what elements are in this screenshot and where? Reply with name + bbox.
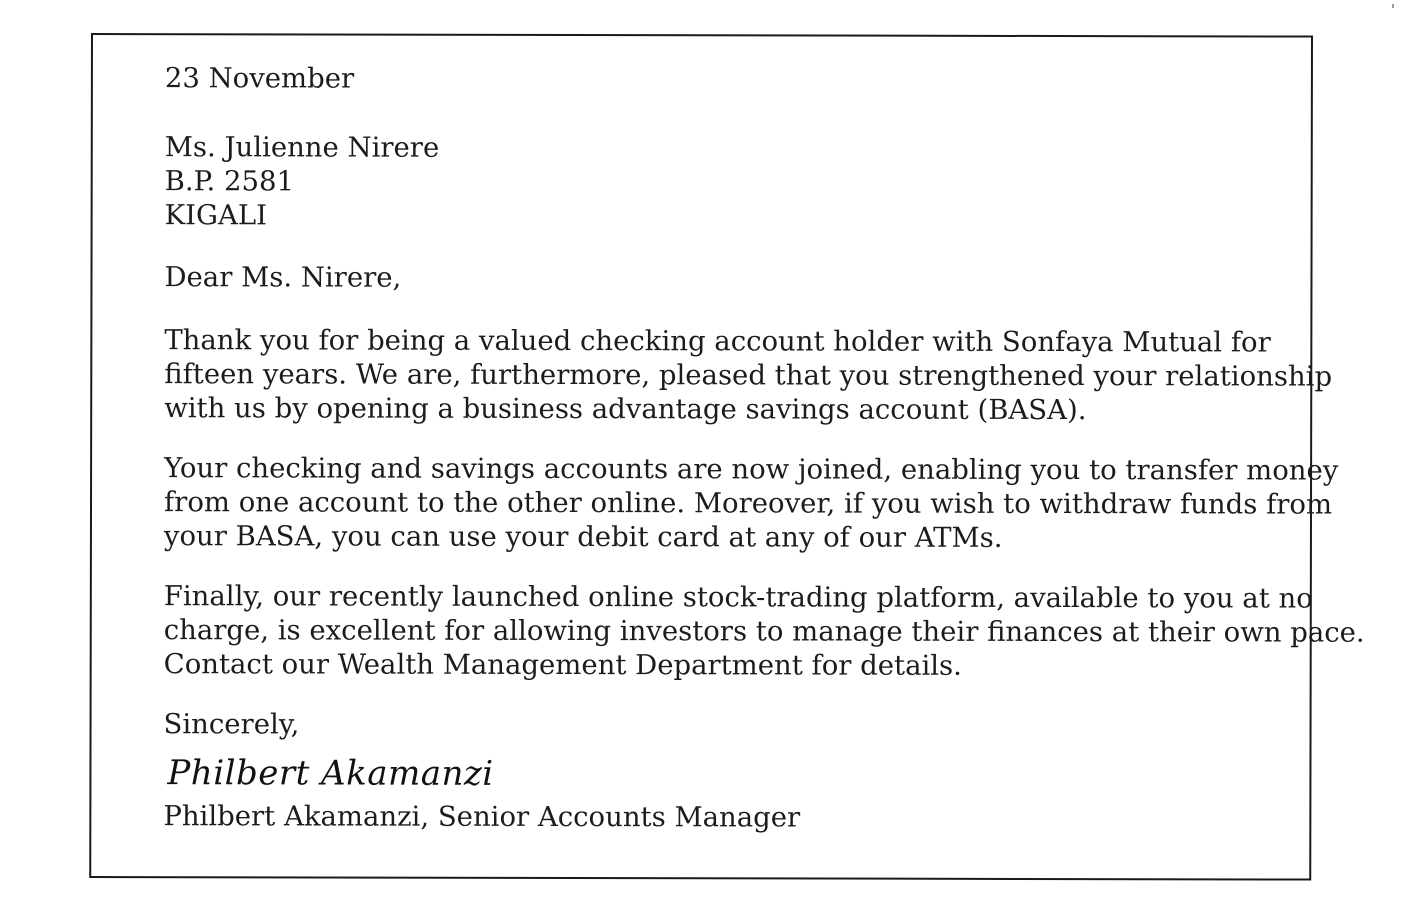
paragraph-1 (164, 323, 1333, 427)
signature-text: Philbert Akamanzi (167, 753, 494, 794)
letter-border (89, 33, 1365, 881)
paragraph-3 (163, 579, 1365, 683)
letter-body (163, 61, 1365, 835)
closing-text: Sincerely, (163, 708, 300, 741)
closing (164, 707, 1284, 743)
recipient-city: KIGALI (164, 199, 268, 232)
paragraph-line: charge, is excellent for allowing investors to manage their finances at their own pace. (163, 614, 1365, 649)
paragraph-line: Your checking and savings accounts are now joined, enabling you to transfer money (164, 452, 1339, 487)
paragraph-line: Contact our Wealth Management Department for details. (163, 648, 962, 682)
paragraph-line: Finally, our recently launched online stock-trading platform, available to you at no (163, 580, 1313, 615)
paragraph-line: with us by opening a business advantage savings account (BASA). (164, 392, 1087, 427)
salutation (164, 260, 1284, 296)
salutation-text: Dear Ms. Nirere, (164, 261, 402, 294)
paragraph-line: Thank you for being a valued checking account holder with Sonfaya Mutual for (164, 324, 1271, 359)
paragraph-line: from one account to the other online. Moreover, if you wish to withdraw funds from (163, 486, 1333, 521)
recipient-address-line: B.P. 2581 (164, 165, 295, 198)
paragraph-2 (163, 451, 1339, 555)
signer-name-title: Philbert Akamanzi, Senior Accounts Manager (163, 800, 801, 834)
paragraph-line: your BASA, you can use your debit card at any of our ATMs. (163, 520, 1003, 554)
date-text: 23 November (164, 62, 355, 95)
letter-date (165, 61, 1285, 97)
paragraph-line: fifteen years. We are, furthermore, pleased that you strengthened your relationship (164, 358, 1333, 393)
signer-line (163, 799, 1283, 835)
scan-speck (1392, 4, 1394, 8)
handwritten-signature (167, 751, 1283, 797)
recipient-name: Ms. Julienne Nirere (164, 131, 440, 164)
recipient-address (165, 130, 1285, 234)
